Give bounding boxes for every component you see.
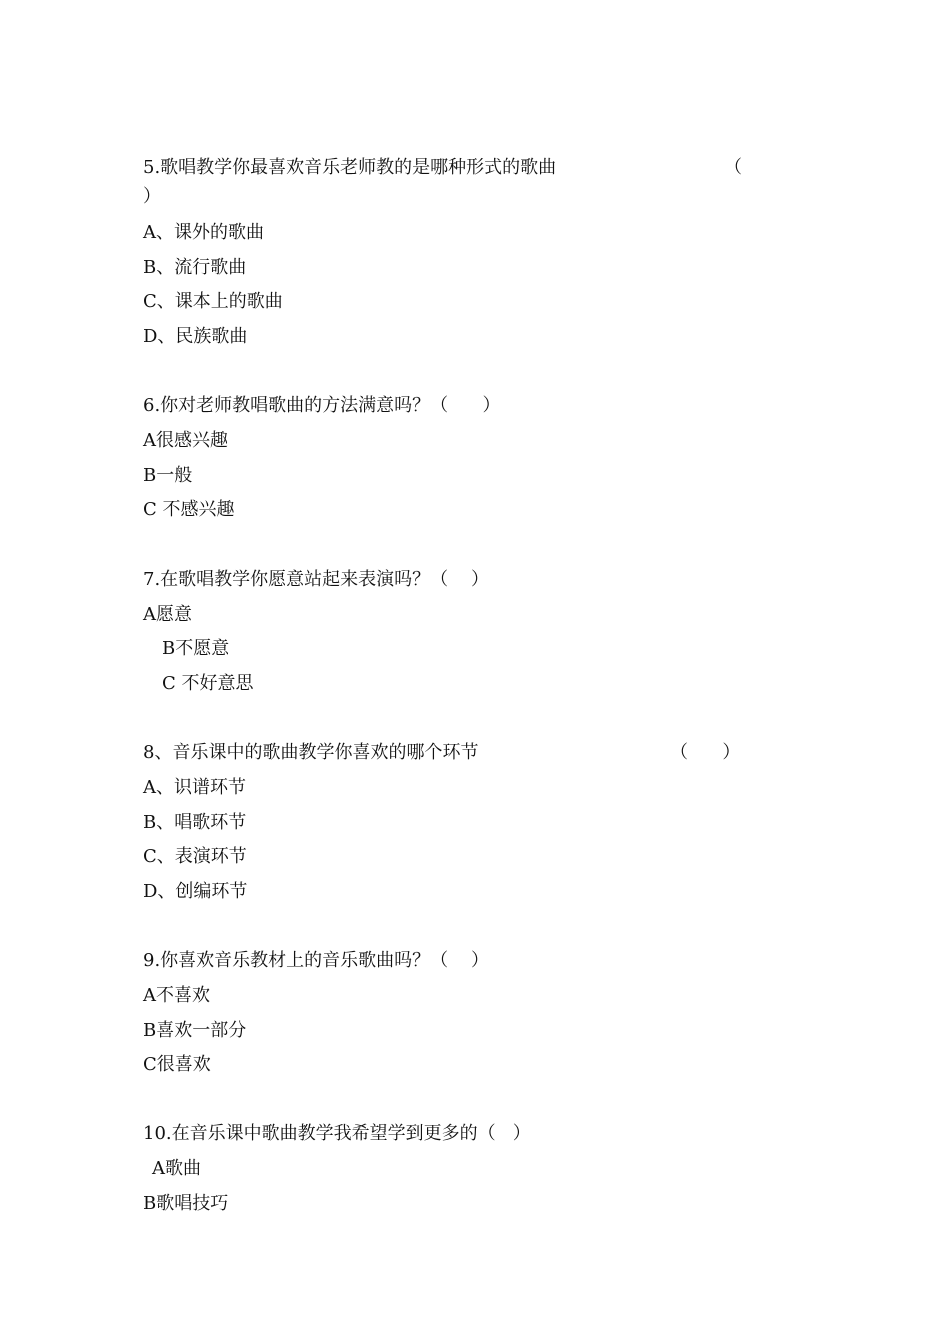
question-8-option-a: A、识谱环节 xyxy=(143,777,246,798)
question-5-option-a: A、课外的歌曲 xyxy=(143,222,264,243)
question-7-option-b: B不愿意 xyxy=(162,638,230,659)
question-5-option-c: C、课本上的歌曲 xyxy=(143,291,283,312)
question-9-option-b: B喜欢一部分 xyxy=(143,1020,247,1041)
question-8-paren: （ ） xyxy=(670,742,741,763)
question-9-option-a: A不喜欢 xyxy=(143,985,210,1006)
question-10-stem: 10.在音乐课中歌曲教学我希望学到更多的（ ） xyxy=(143,1123,531,1144)
question-10-option-a: A歌曲 xyxy=(152,1158,201,1179)
question-7-option-a: A愿意 xyxy=(143,604,192,625)
question-10-option-b: B歌唱技巧 xyxy=(143,1193,229,1214)
question-6-option-c: C 不感兴趣 xyxy=(143,499,235,520)
question-8-stem: 8、音乐课中的歌曲教学你喜欢的哪个环节 xyxy=(143,742,479,763)
question-6-option-b: B一般 xyxy=(143,465,193,486)
question-7-option-c: C 不好意思 xyxy=(162,673,254,694)
question-9-option-c: C很喜欢 xyxy=(143,1054,211,1075)
question-8-option-b: B、唱歌环节 xyxy=(143,812,247,833)
question-8-option-d: D、创编环节 xyxy=(143,881,248,902)
question-8-option-c: C、表演环节 xyxy=(143,846,247,867)
question-5-option-d: D、民族歌曲 xyxy=(143,326,248,347)
question-5-stem: 5.歌唱教学你最喜欢音乐老师教的是哪种形式的歌曲 xyxy=(143,157,557,178)
question-5-option-b: B、流行歌曲 xyxy=(143,257,247,278)
question-6-option-a: A很感兴趣 xyxy=(143,430,228,451)
question-7-stem: 7.在歌唱教学你愿意站起来表演吗？（ ） xyxy=(143,569,490,590)
question-6-stem: 6.你对老师教唱歌曲的方法满意吗？（ ） xyxy=(143,395,501,416)
question-5-paren-close: ） xyxy=(143,186,161,207)
question-9-stem: 9.你喜欢音乐教材上的音乐歌曲吗？（ ） xyxy=(143,950,490,971)
question-5-paren-open: （ xyxy=(724,157,742,178)
